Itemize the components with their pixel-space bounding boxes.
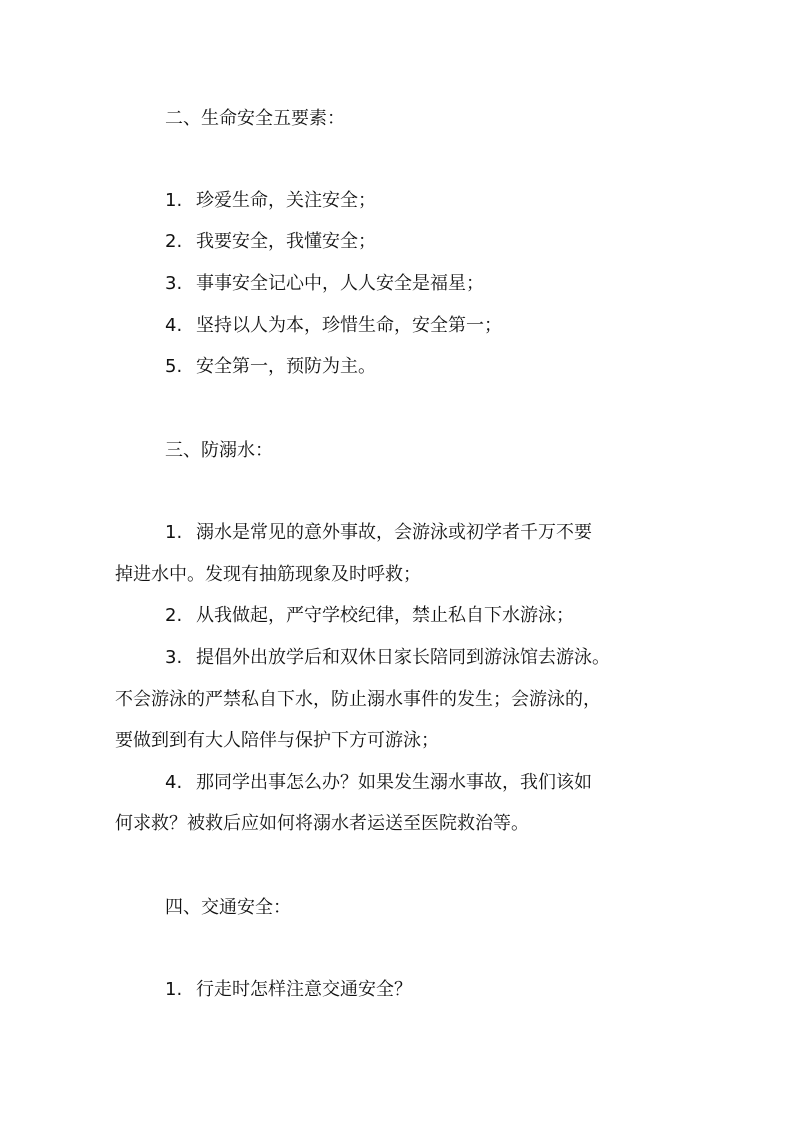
item-text: 提倡外出放学后和双休日家长陪同到游泳馆去游泳。 [196,647,610,668]
list-item [165,978,412,1002]
item-text: 珍爱生命，关注安全； [196,190,376,211]
item-number: 5. [165,356,183,377]
item-number: 2. [165,231,183,252]
item-continuation: 何求救？被救后应如何将溺水者运送至医院救治等。 [115,813,529,834]
item-number: 4. [165,772,183,793]
item-number: 1. [165,979,183,1000]
list-item [165,771,592,795]
list-item [165,272,484,296]
item-text: 溺水是常见的意外事故，会游泳或初学者千万不要 [196,522,592,543]
section-heading: 二、生命安全五要素： [165,108,345,129]
list-item [165,604,574,628]
list-item [165,355,376,379]
list-item [165,646,610,670]
list-item [165,521,592,545]
item-text: 坚持以人为本，珍惜生命，安全第一； [196,315,502,336]
list-item [165,230,376,254]
section-heading: 四、交通安全： [165,897,291,918]
item-number: 1. [165,522,183,543]
item-number: 2. [165,605,183,626]
item-text: 安全第一，预防为主。 [196,356,376,377]
list-item [165,189,376,213]
item-number: 3. [165,647,183,668]
item-continuation: 不会游泳的严禁私自下水，防止溺水事件的发生；会游泳的， [115,689,601,710]
item-continuation: 掉进水中。发现有抽筋现象及时呼救； [115,564,421,585]
item-text: 我要安全，我懂安全； [196,231,376,252]
section-heading: 三、防溺水： [165,440,273,461]
item-continuation: 要做到到有大人陪伴与保护下方可游泳； [115,730,439,751]
item-text: 事事安全记心中，人人安全是福星； [196,273,484,294]
item-text: 从我做起，严守学校纪律，禁止私自下水游泳； [196,605,574,626]
item-number: 3. [165,273,183,294]
list-item [165,314,502,338]
item-text: 那同学出事怎么办？如果发生溺水事故，我们该如 [196,772,592,793]
item-number: 4. [165,315,183,336]
item-text: 行走时怎样注意交通安全？ [196,979,412,1000]
item-number: 1. [165,190,183,211]
